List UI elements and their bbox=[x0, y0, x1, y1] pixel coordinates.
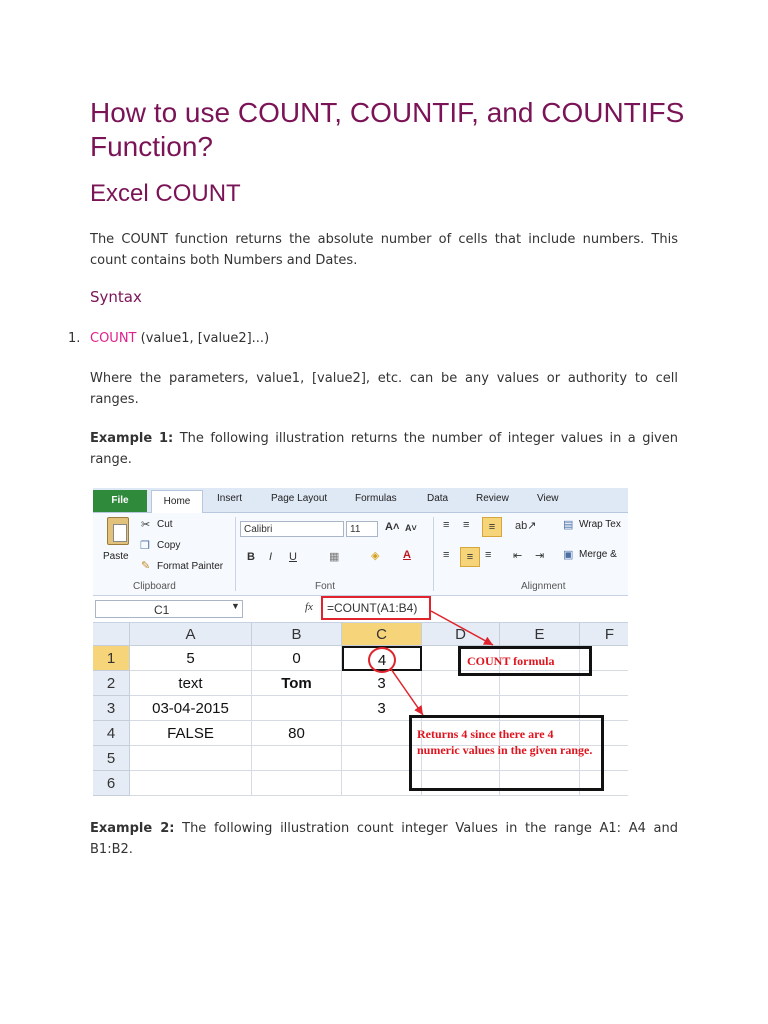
cell-b2[interactable]: Tom bbox=[252, 671, 342, 696]
annotation-arrows bbox=[93, 623, 628, 801]
example1-paragraph bbox=[90, 428, 678, 470]
align-top-icon[interactable]: ≡ bbox=[443, 519, 450, 531]
paste-button[interactable]: Paste bbox=[103, 551, 129, 562]
example2-text: The following illustration count integer Values in the range A1: A4 and B1:B2. bbox=[90, 821, 678, 857]
row-header[interactable]: 4 bbox=[93, 721, 130, 746]
cell-b1[interactable]: 0 bbox=[252, 646, 342, 671]
cell-a2[interactable]: text bbox=[130, 671, 252, 696]
column-header[interactable]: F bbox=[580, 623, 628, 646]
clipboard-group-label: Clipboard bbox=[133, 581, 176, 592]
page-title: How to use COUNT, COUNTIF, and COUNTIFS Function? bbox=[90, 97, 685, 162]
column-header[interactable]: E bbox=[500, 623, 580, 646]
tab-formulas[interactable]: Formulas bbox=[355, 493, 397, 504]
merge-icon[interactable]: ▣ bbox=[563, 549, 574, 561]
shrink-font-icon[interactable]: A˅ bbox=[405, 523, 417, 533]
example1-label: Example 1: bbox=[90, 431, 174, 446]
merge-button[interactable]: Merge & bbox=[579, 549, 617, 560]
borders-icon[interactable]: ▦ bbox=[329, 551, 340, 563]
decrease-indent-icon[interactable]: ⇤ bbox=[513, 550, 523, 562]
cell-c2[interactable]: 3 bbox=[342, 671, 422, 696]
row-header[interactable]: 2 bbox=[93, 671, 130, 696]
section-heading: Excel COUNT bbox=[90, 180, 241, 207]
copy-icon[interactable]: ❐ bbox=[140, 540, 150, 552]
align-center-icon[interactable]: ≡ bbox=[460, 547, 480, 567]
cell-a4[interactable]: FALSE bbox=[130, 721, 252, 746]
paste-icon[interactable] bbox=[107, 517, 129, 545]
spreadsheet-grid bbox=[93, 623, 628, 801]
example1-text: The following illustration returns the number of integer values in a given range. bbox=[90, 431, 678, 467]
row-header[interactable]: 1 bbox=[93, 646, 130, 671]
copy-button[interactable]: Copy bbox=[157, 540, 181, 551]
tab-review[interactable]: Review bbox=[476, 493, 509, 504]
parameters-paragraph: Where the parameters, value1, [value2], etc. can be any values or authority to cell ranges. bbox=[90, 371, 678, 407]
align-bottom-icon[interactable]: ≡ bbox=[482, 517, 502, 537]
orientation-icon[interactable]: ab↗ bbox=[515, 520, 537, 532]
formula-bar bbox=[93, 596, 628, 623]
ribbon-separator bbox=[235, 517, 236, 591]
name-box[interactable]: C1 bbox=[95, 600, 243, 618]
cell-c3[interactable]: 3 bbox=[342, 696, 422, 721]
list-number: 1. bbox=[68, 331, 81, 346]
align-middle-icon[interactable]: ≡ bbox=[463, 519, 470, 531]
grow-font-icon[interactable]: A˄ bbox=[385, 521, 400, 533]
wrap-text-button[interactable]: Wrap Tex bbox=[579, 519, 621, 530]
cell-c1[interactable]: 4 bbox=[342, 646, 422, 671]
tab-insert[interactable]: Insert bbox=[217, 493, 243, 504]
format-painter-button[interactable]: Format Painter bbox=[157, 561, 224, 572]
tab-home[interactable]: Home bbox=[151, 490, 203, 513]
insert-function-icon[interactable]: fx bbox=[305, 601, 313, 613]
list-item bbox=[68, 331, 269, 346]
tab-view[interactable]: View bbox=[537, 493, 559, 504]
fill-color-icon[interactable]: ◈ bbox=[371, 550, 380, 562]
column-header[interactable]: D bbox=[422, 623, 500, 646]
formula-input[interactable]: =COUNT(A1:B4) bbox=[321, 596, 431, 620]
ribbon-separator bbox=[433, 517, 434, 591]
excel-screenshot bbox=[93, 488, 628, 801]
scissors-icon[interactable]: ✂ bbox=[141, 519, 151, 531]
bold-icon[interactable]: B bbox=[247, 551, 255, 563]
arrow-circle-to-callout bbox=[391, 669, 423, 715]
ribbon bbox=[93, 513, 628, 596]
row-header[interactable]: 3 bbox=[93, 696, 130, 721]
font-color-icon[interactable]: A bbox=[403, 549, 411, 561]
column-header[interactable]: A bbox=[130, 623, 252, 646]
example2-paragraph bbox=[90, 818, 678, 860]
cell-a1[interactable]: 5 bbox=[130, 646, 252, 671]
tab-file[interactable]: File bbox=[93, 490, 147, 512]
italic-icon[interactable]: I bbox=[269, 551, 273, 563]
function-name: COUNT bbox=[90, 331, 137, 346]
increase-indent-icon[interactable]: ⇥ bbox=[535, 550, 545, 562]
cut-button[interactable]: Cut bbox=[157, 519, 173, 530]
syntax-heading: Syntax bbox=[90, 288, 142, 306]
underline-icon[interactable]: U bbox=[289, 551, 297, 563]
tab-page-layout[interactable]: Page Layout bbox=[271, 493, 328, 504]
cell-b4[interactable]: 80 bbox=[252, 721, 342, 746]
column-header[interactable]: B bbox=[252, 623, 342, 646]
function-args: (value1, [value2]...) bbox=[136, 331, 270, 346]
column-header[interactable]: C bbox=[342, 623, 422, 646]
name-box-dropdown-icon[interactable]: ▼ bbox=[231, 601, 240, 611]
format-painter-icon[interactable]: ✎ bbox=[141, 560, 151, 572]
align-left-icon[interactable]: ≡ bbox=[443, 549, 450, 561]
example2-label: Example 2: bbox=[90, 821, 175, 836]
wrap-text-icon[interactable]: ▤ bbox=[563, 519, 574, 531]
intro-paragraph: The COUNT function returns the absolute number of cells that include numbers. This count contains both Numbers and Dates. bbox=[90, 232, 678, 268]
row-header[interactable]: 5 bbox=[93, 746, 130, 771]
returns-callout: Returns 4 since there are 4 numeric values in the given range. bbox=[409, 715, 604, 791]
row-header[interactable]: 6 bbox=[93, 771, 130, 796]
alignment-group-label: Alignment bbox=[521, 581, 566, 592]
align-right-icon[interactable]: ≡ bbox=[485, 549, 492, 561]
ribbon-tabs bbox=[93, 488, 628, 513]
cell-a3[interactable]: 03-04-2015 bbox=[130, 696, 252, 721]
font-size-select[interactable]: 11 bbox=[346, 521, 378, 537]
font-name-select[interactable]: Calibri bbox=[240, 521, 344, 537]
font-group-label: Font bbox=[315, 581, 336, 592]
tab-data[interactable]: Data bbox=[427, 493, 449, 504]
count-formula-callout: COUNT formula bbox=[458, 646, 592, 676]
